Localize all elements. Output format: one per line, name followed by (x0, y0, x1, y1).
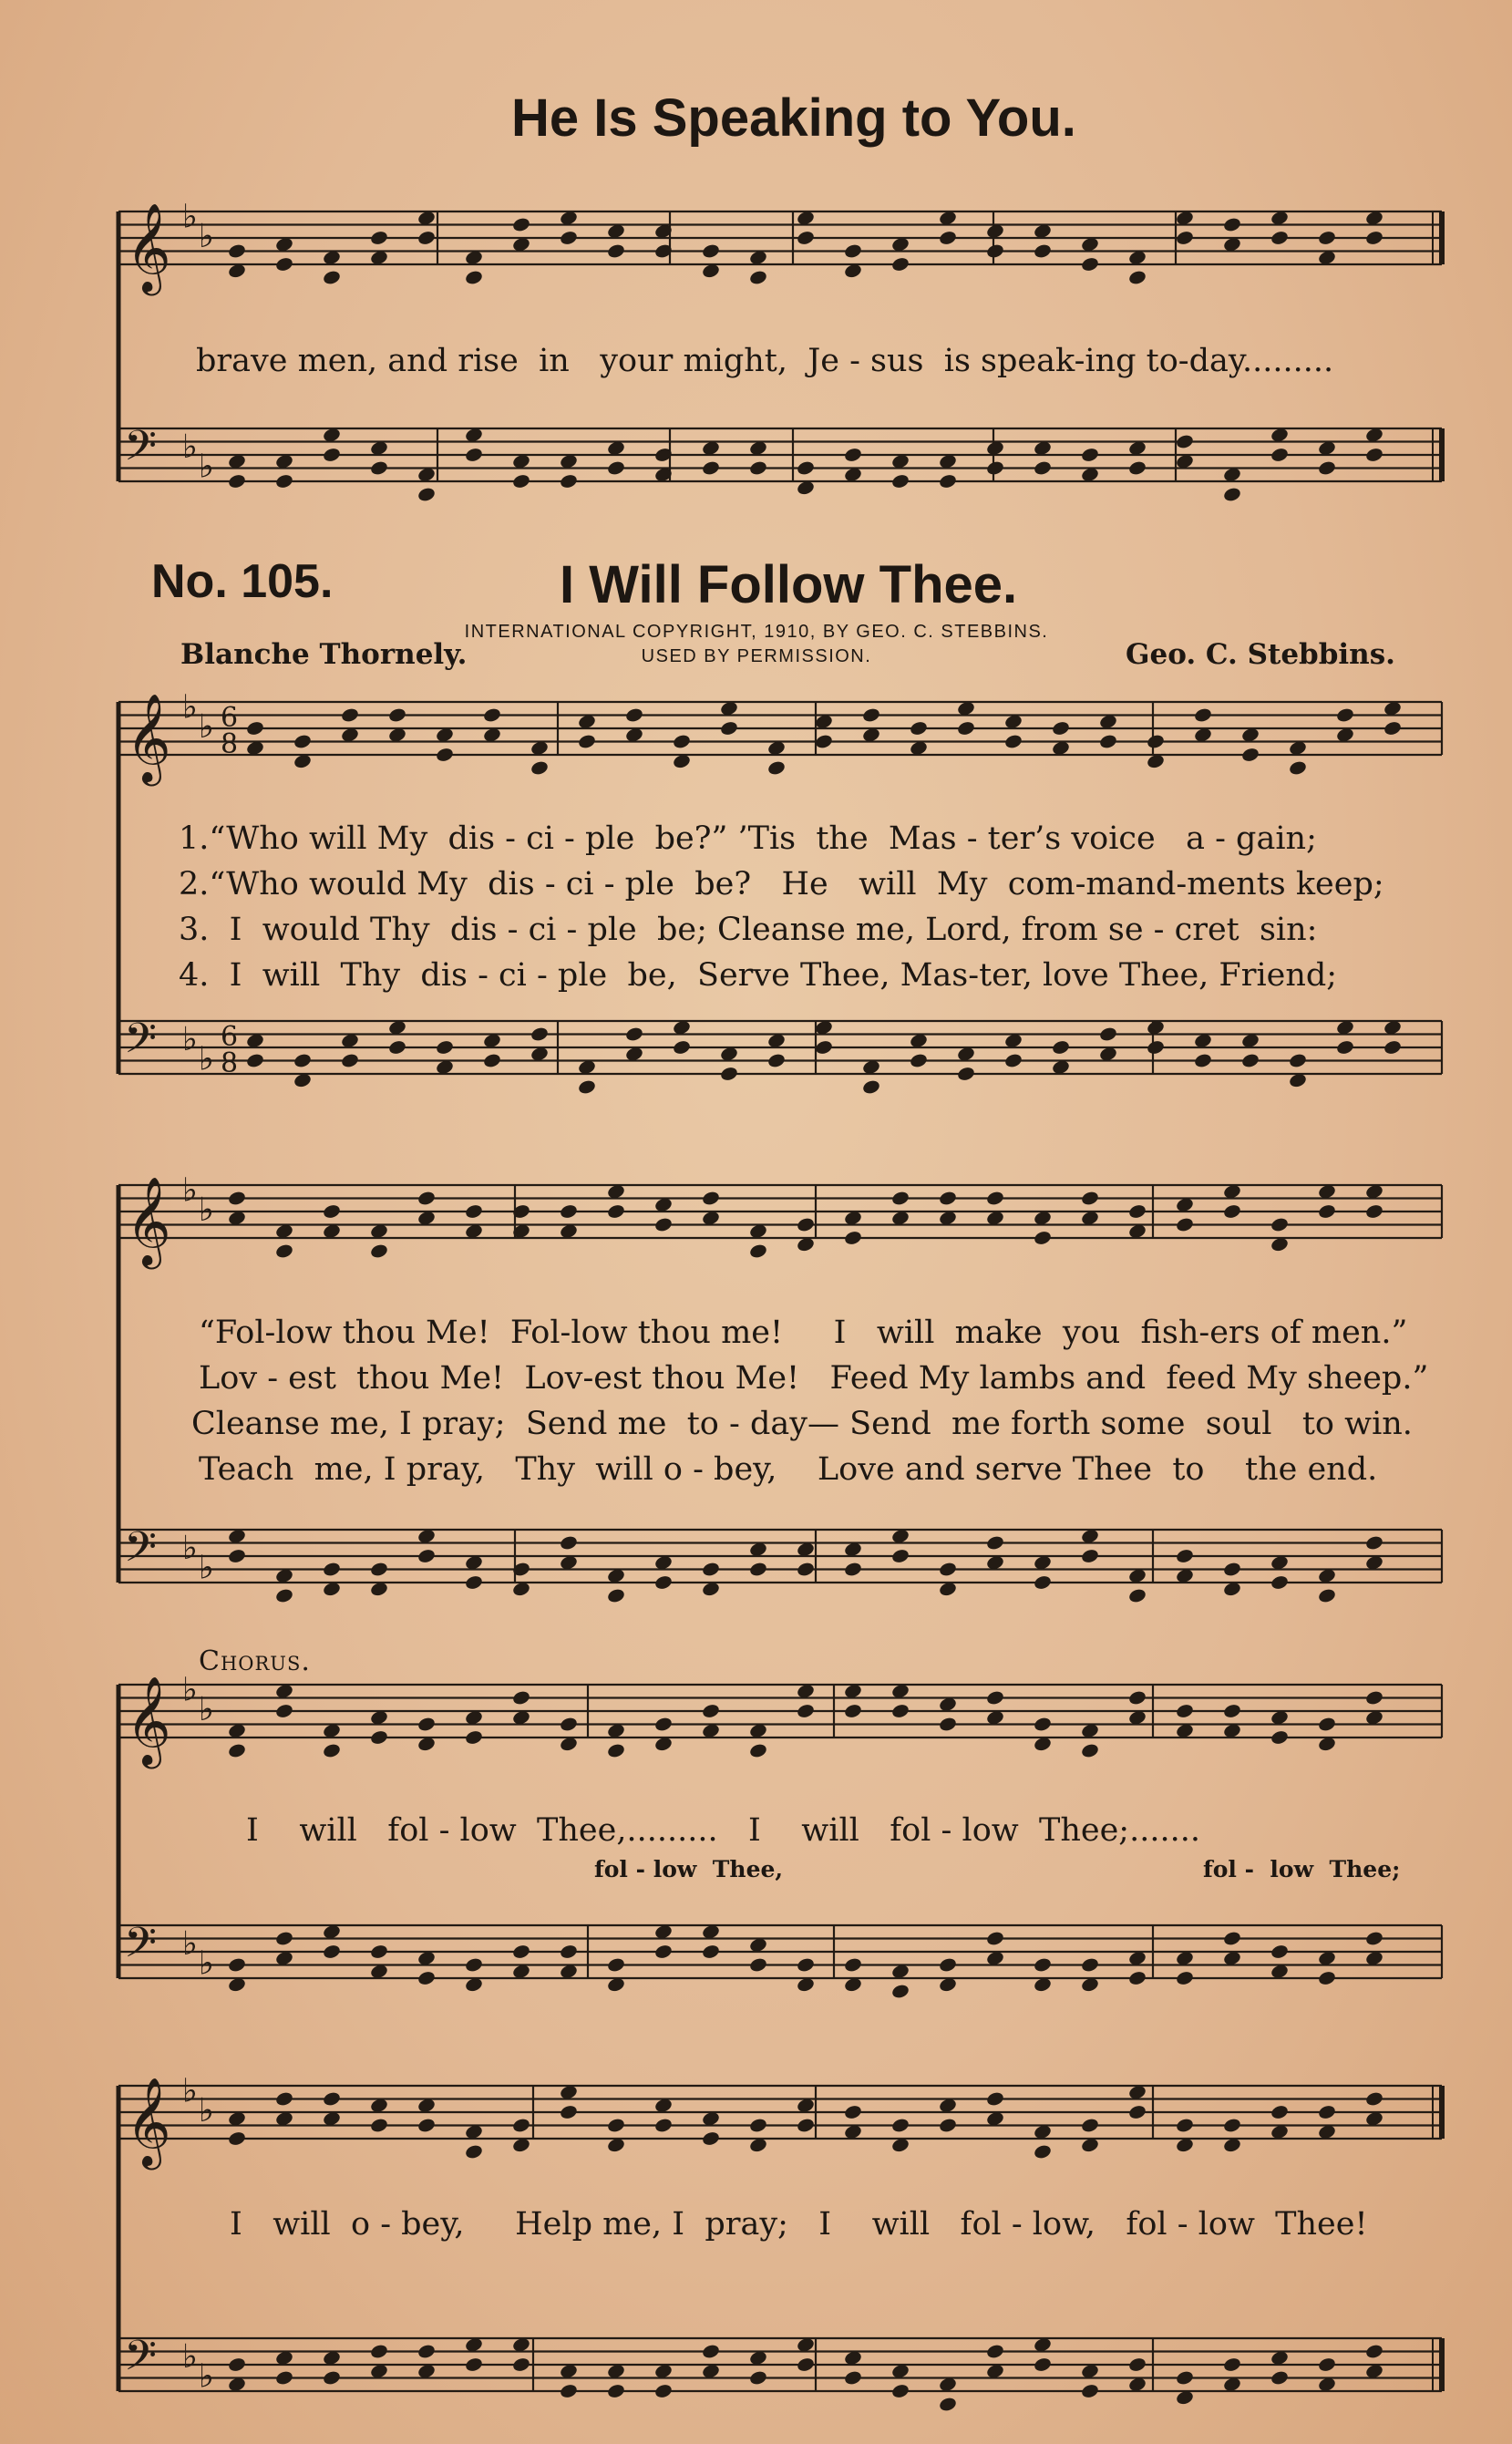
verse-3-line-2: Cleanse me, I pray; Send me to - day— Send me forth some soul to win. (191, 1406, 1413, 1442)
hymn-number: No. 105. (151, 555, 334, 608)
svg-text:𝄞: 𝄞 (126, 1676, 171, 1765)
svg-text:6: 6 (221, 702, 239, 734)
svg-text:𝄞: 𝄞 (126, 1176, 171, 1265)
verse-1-line-2: “Fol-low thou Me! Fol-low thou me! I will make you fish-ers of men.” (199, 1315, 1408, 1351)
hymn-title: I Will Follow Thee. (560, 555, 1018, 614)
verse-4-line-1: 4. I will Thy dis - ci - ple be, Serve Thee, Mas-ter, love Thee, Friend; (179, 957, 1338, 994)
chorus-label: Chorus. (199, 1645, 311, 1677)
chorus-line-1: I will fol - low Thee,......... I will fol - low Thee;....... (246, 1812, 1200, 1849)
svg-text:6: 6 (221, 1021, 239, 1053)
copyright-line-1: INTERNATIONAL COPYRIGHT, 1910, BY GEO. C. STEBBINS. (464, 622, 1049, 642)
svg-text:♭: ♭ (182, 1671, 198, 1709)
svg-text:♭: ♭ (199, 2357, 214, 2396)
svg-text:♭: ♭ (182, 2337, 198, 2376)
svg-text:♭: ♭ (182, 2072, 198, 2110)
copyright-notice (392, 620, 1121, 669)
svg-text:♭: ♭ (182, 1020, 198, 1058)
chorus-echo-2: fol - low Thee; (1203, 1856, 1401, 1882)
svg-text:𝄢: 𝄢 (124, 2331, 158, 2391)
svg-text:♭: ♭ (182, 1529, 198, 1567)
svg-text:♭: ♭ (199, 1691, 214, 1729)
svg-text:♭: ♭ (199, 1191, 214, 1230)
composer: Geo. C. Stebbins. (1126, 638, 1395, 671)
copyright-line-2: USED BY PERMISSION. (641, 646, 872, 666)
svg-text:♭: ♭ (182, 688, 198, 727)
verse-4-line-2: Teach me, I pray, Thy will o - bey, Love and serve Thee to the end. (199, 1451, 1378, 1488)
svg-text:𝄞: 𝄞 (126, 693, 171, 782)
verse-1-line-1: 1.“Who will My dis - ci - ple be?” ’Tis the Mas - ter’s voice a - gain; (179, 820, 1317, 857)
svg-text:♭: ♭ (199, 1944, 214, 1983)
svg-text:♭: ♭ (182, 1924, 198, 1963)
svg-text:♭: ♭ (199, 2092, 214, 2130)
top-hymn-title: He Is Speaking to You. (511, 88, 1076, 148)
lyricist: Blanche Thornely. (180, 638, 468, 671)
svg-text:♭: ♭ (182, 428, 198, 466)
svg-text:♭: ♭ (199, 708, 214, 747)
verse-2-line-2: Lov - est thou Me! Lov-est thou Me! Feed My lambs and feed My sheep.” (199, 1360, 1429, 1397)
svg-text:♭: ♭ (182, 198, 198, 236)
verse-2-line-1: 2.“Who would My dis - ci - ple be? He will My com-mand-ments keep; (179, 866, 1384, 902)
svg-text:8: 8 (221, 728, 239, 760)
svg-text:𝄢: 𝄢 (124, 1014, 158, 1074)
svg-text:♭: ♭ (199, 218, 214, 256)
top-hymn-lyric: brave men, and rise in your might, Je - sus is speak-ing to-day......... (196, 343, 1334, 379)
verse-3-line-1: 3. I would Thy dis - ci - ple be; Cleanse me, Lord, from se - cret sin: (179, 912, 1318, 948)
svg-text:8: 8 (221, 1047, 239, 1079)
svg-text:♭: ♭ (182, 1171, 198, 1210)
chorus-line-2: I will o - bey, Help me, I pray; I will fol - low, fol - low Thee! (230, 2206, 1368, 2243)
chorus-echo-1: fol - low Thee, (594, 1856, 784, 1882)
svg-text:♭: ♭ (199, 448, 214, 486)
svg-text:𝄢: 𝄢 (124, 1522, 158, 1583)
svg-text:𝄢: 𝄢 (124, 421, 158, 481)
svg-text:𝄢: 𝄢 (124, 1918, 158, 1978)
svg-text:♭: ♭ (199, 1549, 214, 1587)
svg-text:𝄞: 𝄞 (126, 202, 171, 292)
svg-text:♭: ♭ (199, 1040, 214, 1078)
svg-text:𝄞: 𝄞 (126, 2077, 171, 2166)
